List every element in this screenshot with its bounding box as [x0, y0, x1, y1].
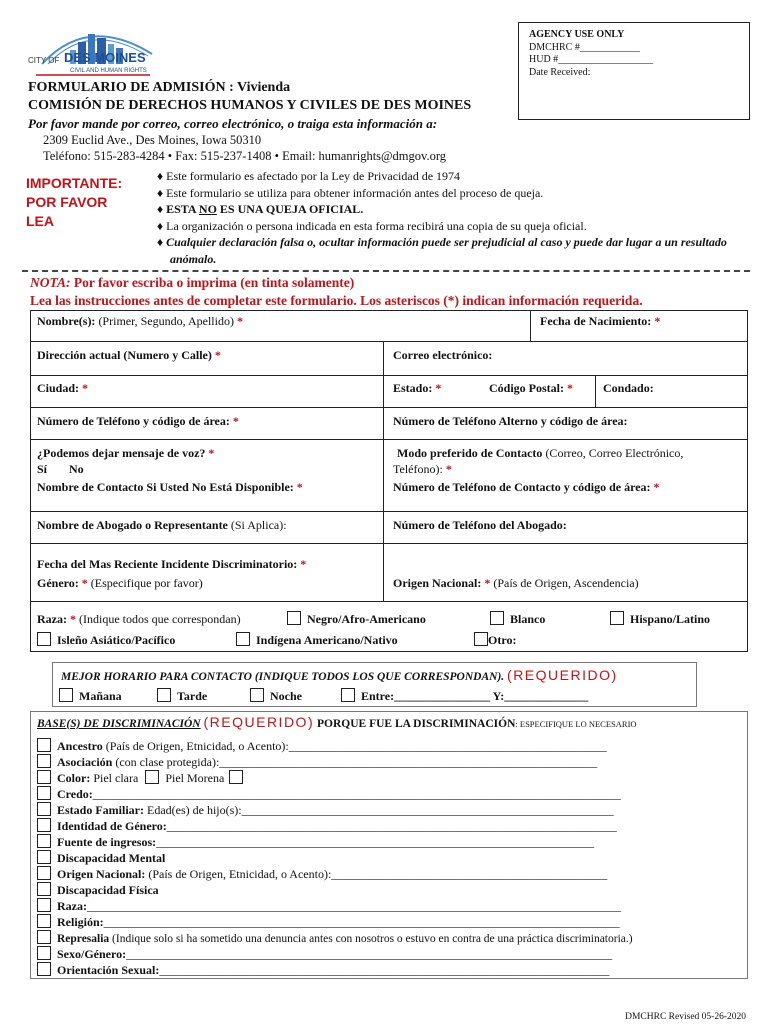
association-label: Asociación [57, 755, 113, 769]
required-asterisk: * [432, 381, 442, 395]
required-tag: (REQUERIDO) [507, 667, 618, 683]
attorney-phone-field[interactable] [393, 517, 567, 533]
required-asterisk: * [481, 576, 491, 590]
checkbox[interactable] [37, 770, 51, 784]
checkbox[interactable] [37, 754, 51, 768]
checkbox[interactable] [37, 914, 51, 928]
race-option-black[interactable] [287, 611, 426, 627]
state-label: Estado: [393, 381, 433, 395]
bullet-not-complaint-pre: ESTA [166, 202, 199, 216]
bases-hint: : ESPECIFIQUE LO NECESARIO [515, 719, 637, 729]
bullet-false-statement-text: Cualquier declaración falsa o, ocultar información puede ser prejudicial al caso y puede dar lugar a un resultado anómalo. [166, 235, 727, 266]
income-source-label: Fuente de ingresos: [57, 835, 157, 849]
checkbox[interactable] [37, 786, 51, 800]
required-asterisk: * [211, 348, 221, 362]
time-night[interactable] [250, 688, 302, 704]
best-contact-time-title-row [61, 667, 618, 683]
required-asterisk: * [79, 381, 89, 395]
checkbox[interactable] [610, 611, 624, 625]
time-between[interactable] [341, 688, 588, 704]
time-morning[interactable] [59, 688, 122, 704]
attorney-name-field[interactable] [37, 517, 287, 533]
religion-label: Religión: [57, 915, 104, 929]
basis-religion[interactable] [37, 914, 620, 930]
checkbox[interactable] [250, 688, 264, 702]
race-option-hispanic[interactable] [610, 611, 710, 627]
col-divider [530, 311, 531, 341]
national-origin-label: Origen Nacional: [393, 576, 482, 590]
phone-label: Número de Teléfono y código de área: [37, 414, 230, 428]
race-option-other[interactable] [474, 632, 516, 648]
city-field[interactable] [37, 380, 88, 396]
name-label: Nombre(s): [37, 314, 96, 328]
agency-dmchrc-number: DMCHRC #____________ [529, 41, 640, 53]
race-native-label: Indígena Americano/Nativo [256, 633, 398, 647]
basis-gender-identity[interactable] [37, 818, 617, 834]
sex-gender-line: _________________________________________________________________________________ [126, 947, 613, 961]
row-divider [31, 375, 747, 376]
contact-mode-hint2: Teléfono): [393, 462, 443, 476]
alt-contact-name-label: Nombre de Contacto Si Usted No Está Disponible: [37, 480, 294, 494]
bullet-not-complaint: ♦ ESTA NO ES UNA QUEJA OFICIAL. [157, 202, 364, 216]
name-field[interactable] [37, 313, 243, 329]
physical-disability-label: Discapacidad Física [57, 883, 159, 897]
race-basis-label: Raza: [57, 899, 87, 913]
race-asian-pacific-label: Isleño Asiático/Pacífico [57, 633, 176, 647]
col-divider [595, 375, 596, 407]
and-field[interactable]: Y:______________ [492, 689, 589, 703]
voicemail-question [37, 445, 214, 461]
national-origin-basis-label: Origen Nacional: [57, 867, 146, 881]
checkbox[interactable] [229, 770, 243, 784]
checkbox[interactable] [37, 818, 51, 832]
county-label: Condado: [603, 381, 654, 395]
gender-identity-label: Identidad de Género: [57, 819, 167, 833]
creed-line: ________________________________________________________________________________________ [92, 787, 621, 801]
mailing-instructions: Por favor mande por correo, correo electrónico, o traiga esta información a: [28, 116, 438, 131]
attorney-phone-label: Número de Teléfono del Abogado: [393, 518, 567, 532]
light-skin-option: Piel clara [93, 771, 139, 785]
contact-mode-hint: (Correo, Correo Electrónico, [542, 446, 684, 460]
row-divider [31, 543, 747, 544]
alt-phone-label: Número de Teléfono Alterno y código de área: [393, 414, 628, 428]
gender-label: Género: [37, 576, 79, 590]
basis-retaliation[interactable] [37, 930, 633, 947]
creed-label: Credo: [57, 787, 93, 801]
checkbox[interactable] [287, 611, 301, 625]
morning-label: Mañana [79, 689, 122, 703]
basis-sex-gender[interactable] [37, 946, 612, 962]
street-address: 2309 Euclid Ave., Des Moines, Iowa 50310 [43, 133, 262, 147]
checkbox[interactable] [490, 611, 504, 625]
between-field[interactable]: Entre:________________ [361, 689, 491, 703]
important-line2: POR FAVOR [26, 194, 108, 210]
best-contact-time-title: MEJOR HORARIO PARA CONTACTO (INDIQUE TODOS LOS QUE CORRESPONDAN). [61, 671, 505, 683]
required-asterisk: * [651, 314, 661, 328]
agency-hud-number: HUD #___________________ [529, 54, 654, 65]
name-hint: (Primer, Segundo, Apellido) [95, 314, 234, 328]
checkbox[interactable] [236, 632, 250, 646]
bullet-privacy: ♦ Este formulario es afectado por la Ley de Privacidad de 1974 [157, 169, 461, 183]
row-divider [31, 511, 747, 512]
email-label: Correo electrónico: [393, 348, 493, 362]
afternoon-label: Tarde [177, 689, 208, 703]
familial-status-label: Estado Familiar: [57, 803, 144, 817]
agency-date-received: Date Received: [529, 66, 591, 78]
notice-bullets [157, 168, 757, 267]
important-line1: IMPORTANTE: [26, 175, 123, 191]
birthdate-label: Fecha de Nacimiento: [540, 314, 652, 328]
zip-label: Código Postal: [489, 381, 564, 395]
checkbox[interactable] [474, 632, 488, 646]
basis-creed[interactable] [37, 786, 621, 802]
incident-date-field[interactable] [37, 556, 306, 572]
city-logo [28, 20, 158, 80]
checkbox[interactable] [341, 688, 355, 702]
voicemail-yes-option[interactable]: Sí [37, 462, 48, 476]
important-notice [26, 174, 151, 231]
note-label: NOTA: [30, 275, 71, 290]
race-label: Raza: [37, 612, 67, 626]
religion-line: ______________________________________________________________________________________ [103, 915, 620, 929]
basis-association[interactable] [37, 754, 597, 770]
race-option-white[interactable] [490, 611, 545, 627]
email-field[interactable] [393, 347, 492, 363]
basis-income-source[interactable] [37, 834, 594, 850]
row-divider [31, 439, 747, 440]
sexual-orientation-label: Orientación Sexual: [57, 963, 160, 977]
national-origin-field[interactable] [393, 575, 639, 591]
checkbox[interactable] [37, 898, 51, 912]
row-divider [31, 601, 747, 602]
required-asterisk: * [229, 414, 239, 428]
race-other-label: Otro: [488, 633, 517, 647]
attorney-name-hint: (Si Aplica): [227, 518, 287, 532]
voicemail-no-option[interactable]: No [69, 462, 84, 476]
basis-mental-disability[interactable] [37, 850, 165, 866]
retaliation-label: Represalia [57, 933, 110, 945]
checkbox[interactable] [37, 930, 51, 944]
race-label-row [37, 611, 241, 627]
ancestry-hint: (País de Origen, Etnicidad, o Acento):_____________________________________________________ [102, 739, 607, 753]
contact-mode-hint-line [393, 461, 452, 477]
contact-mode-field[interactable] [397, 445, 742, 461]
color-label: Color: [57, 771, 91, 785]
checkbox[interactable] [37, 850, 51, 864]
note-ink [30, 275, 354, 291]
time-afternoon[interactable] [157, 688, 207, 704]
address-label: Dirección actual (Numero y Calle) [37, 348, 212, 362]
discrimination-bases-box [30, 711, 748, 979]
sexual-orientation-line: ___________________________________________________________________________ [159, 963, 610, 977]
intake-form-table [30, 310, 748, 652]
note-read-instructions: Lea las instrucciones antes de completar este formulario. Los asteriscos (*) indican información requerida. [30, 293, 643, 308]
association-hint: (con clase protegida):_______________________________________________________________ [112, 755, 598, 769]
alt-phone-field[interactable] [393, 413, 628, 429]
required-asterisk: * [650, 480, 660, 494]
required-asterisk: * [67, 612, 76, 626]
contact-phone-label: Número de Teléfono de Contacto y código de área: [393, 480, 651, 494]
agency-use-box [518, 22, 750, 120]
bullet-copy-text: La organización o persona indicada en esta forma recibirá una copia de su queja oficial. [166, 218, 587, 233]
commission-address [43, 132, 446, 164]
alt-contact-name-field[interactable] [37, 479, 303, 495]
race-white-label: Blanco [510, 612, 546, 626]
bases-title: BASE(S) DE DISCRIMINACIÓN [37, 718, 201, 730]
race-hispanic-label: Hispano/Latino [630, 612, 711, 626]
checkbox[interactable] [37, 866, 51, 880]
col-divider [383, 341, 384, 601]
voicemail-options [37, 461, 84, 477]
basis-race[interactable] [37, 898, 621, 914]
commission-title: COMISIÓN DE DERECHOS HUMANOS Y CIVILES DE DES MOINES [28, 98, 472, 113]
race-hint: (Indique todos que correspondan) [76, 612, 241, 626]
agency-title: AGENCY USE ONLY [529, 29, 625, 40]
basis-national-origin[interactable] [37, 866, 607, 882]
checkbox[interactable] [37, 834, 51, 848]
basis-sexual-orientation[interactable] [37, 962, 609, 978]
bullet-purpose: ♦ Este formulario se utiliza para obtener información antes del proceso de queja. [157, 185, 544, 200]
basis-physical-disability[interactable] [37, 882, 159, 898]
contact-phone-field[interactable] [393, 479, 660, 495]
bullet-copy: ♦ La organización o persona indicada en esta forma recibirá una copia de su queja oficial. [157, 218, 587, 233]
contact-line: Teléfono: 515-283-4284 • Fax: 515-237-1408 • Email: humanrights@dmgov.org [43, 149, 447, 163]
revision-footer: DMCHRC Revised 05-26-2020 [625, 1012, 746, 1022]
attorney-name-label: Nombre de Abogado o Representante [37, 518, 228, 532]
required-asterisk: * [564, 381, 573, 395]
state-field[interactable] [393, 380, 441, 396]
gender-identity-line: ___________________________________________________________________________ [166, 819, 617, 833]
contact-mode-label: Modo preferido de Contacto [397, 446, 543, 460]
required-tag: (REQUERIDO) [203, 714, 315, 730]
mental-disability-label: Discapacidad Mental [57, 851, 166, 865]
form-title: FORMULARIO DE ADMISIÓN : Vivienda [28, 80, 291, 95]
checkbox[interactable] [37, 738, 51, 752]
dashed-divider [22, 270, 750, 272]
basis-familial-status[interactable] [37, 802, 614, 818]
night-label: Noche [270, 689, 302, 703]
race-option-native[interactable] [236, 632, 398, 648]
birthdate-field[interactable] [540, 313, 660, 329]
bullet-purpose-text: Este formulario se utiliza para obtener información antes del proceso de queja. [166, 185, 544, 200]
required-asterisk: * [442, 462, 452, 476]
race-option-asian-pacific[interactable] [37, 632, 175, 648]
logo-city-of: CITY OF [28, 56, 60, 65]
bullet-not-complaint-post: ES UNA QUEJA OFICIAL. [216, 202, 364, 216]
sex-gender-label: Sexo/Género: [57, 947, 127, 961]
incident-date-label: Fecha del Mas Reciente Incidente Discriminatorio: [37, 557, 298, 571]
retaliation-hint: (Indique solo si ha sometido una denuncia antes con nosotros o estuvo en contra de una práctica discriminatoria.) [109, 933, 633, 945]
city-label: Ciudad: [37, 381, 80, 395]
checkbox[interactable] [37, 946, 51, 960]
bullet-false-statement: ♦ Cualquier declaración falsa o, ocultar información puede ser prejudicial al caso y puede dar lugar a un resultado anómalo. [157, 235, 727, 266]
best-contact-time-box [52, 662, 697, 707]
required-asterisk: * [205, 446, 215, 460]
bases-title2: PORQUE FUE LA DISCRIMINACIÓN [317, 718, 516, 730]
row-divider [31, 407, 747, 408]
race-black-label: Negro/Afro-Americano [307, 612, 426, 626]
address-field[interactable] [37, 347, 221, 363]
zip-field[interactable] [489, 380, 573, 396]
checkbox[interactable] [37, 632, 51, 646]
required-asterisk: * [293, 480, 303, 494]
bullet-not-complaint-no: NO [198, 202, 217, 216]
checkbox[interactable] [59, 688, 73, 702]
county-field[interactable] [603, 380, 654, 396]
checkbox[interactable] [37, 882, 51, 896]
row-divider [31, 341, 747, 342]
gender-field[interactable] [37, 575, 203, 591]
logo-subtitle: CIVIL AND HUMAN RIGHTS [70, 68, 147, 74]
required-asterisk: * [78, 576, 88, 590]
required-asterisk: * [233, 314, 243, 328]
dark-skin-option: Piel Morena [165, 771, 225, 785]
bases-title-row [37, 714, 637, 730]
familial-status-hint: Edad(es) de hijo(s):______________________________________________________________ [144, 803, 614, 817]
gender-hint: (Especifique por favor) [87, 576, 203, 590]
national-origin-basis-hint: (País de Origen, Etnicidad, o Acento):______________________________________________ [145, 867, 608, 881]
note-text: Por favor escriba o imprima (en tinta solamente) [70, 275, 355, 290]
required-asterisk: * [297, 557, 307, 571]
basis-ancestry[interactable] [37, 738, 607, 754]
phone-field[interactable] [37, 413, 239, 429]
ancestry-label: Ancestro [57, 739, 103, 753]
race-basis-line: _________________________________________________________________________________________ [87, 899, 621, 913]
voicemail-label: ¿Podemos dejar mensaje de voz? [37, 446, 206, 460]
checkbox[interactable] [157, 688, 171, 702]
checkbox[interactable] [145, 770, 159, 784]
checkbox[interactable] [37, 802, 51, 816]
basis-color[interactable] [37, 770, 249, 786]
checkbox[interactable] [37, 962, 51, 976]
national-origin-hint: (País de Origen, Ascendencia) [490, 576, 639, 590]
logo-city-name: DES MOINES [64, 50, 146, 65]
bullet-privacy-text: Este formulario es afectado por la Ley de Privacidad de 1974 [166, 169, 461, 183]
income-source-line: _________________________________________________________________________ [156, 835, 595, 849]
important-line3: LEA [26, 213, 54, 229]
